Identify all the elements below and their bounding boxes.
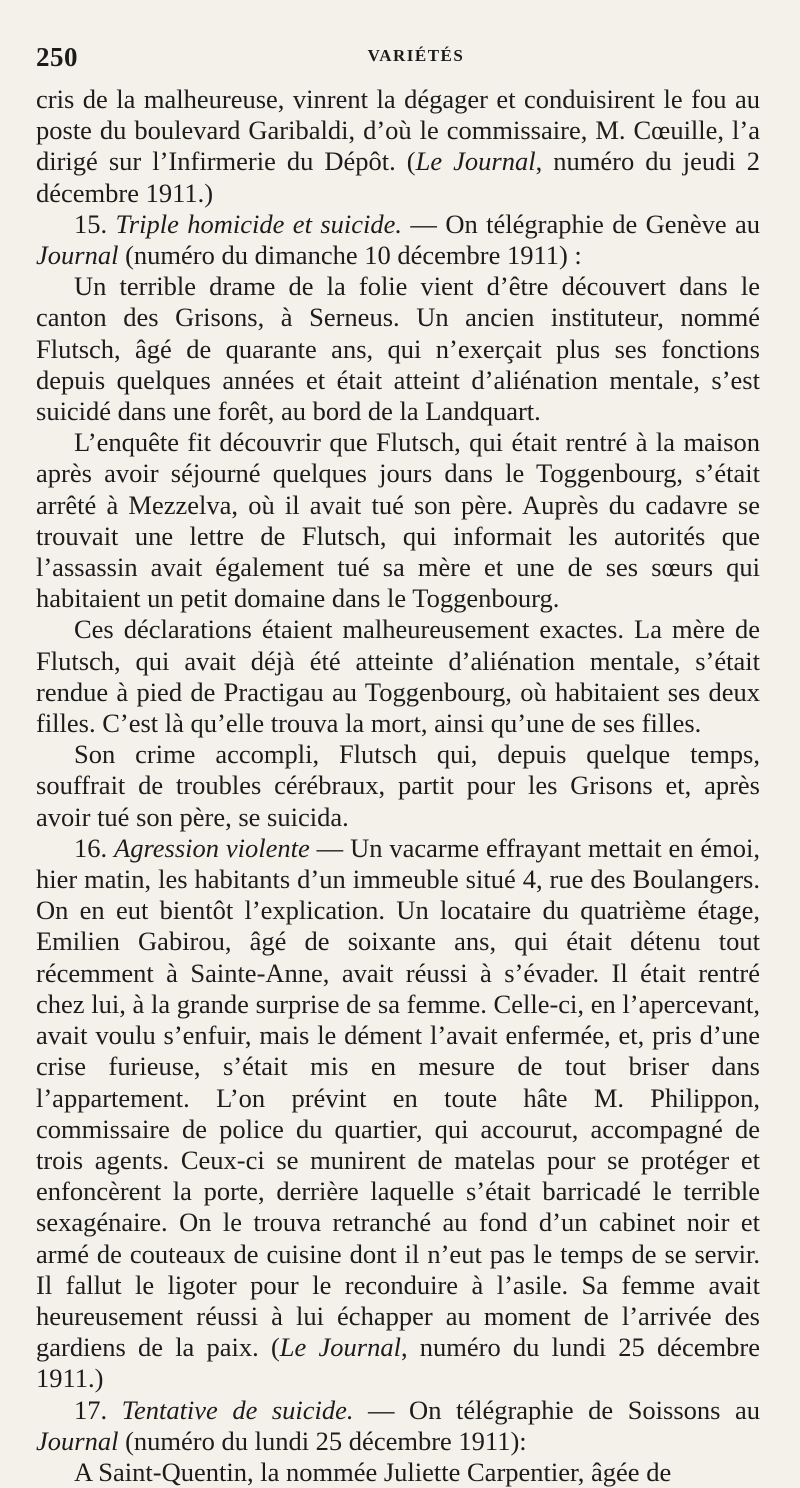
paragraph-p5 xyxy=(36,614,760,739)
italic-text: Le Journal xyxy=(415,146,536,177)
running-head: VARIÉTÉS xyxy=(367,46,465,65)
body-text xyxy=(36,84,760,1488)
italic-text: Triple homicide et suicide. xyxy=(115,208,403,239)
text-segment: cris de la malheureuse, vinrent la dégager et conduisirent le fou au poste du boulevard Garibaldi, d’où le commissaire, M. Cœuille, l’a dirigé sur l’Infirmerie du Dépôt. ( xyxy=(36,84,760,177)
paragraph-p6 xyxy=(36,739,760,833)
text-segment: (numéro du dimanche 10 décembre 1911) : xyxy=(118,240,582,271)
text-segment: Ces déclarations étaient malheureusement exactes. La mère de Flutsch, qui avait déjà été atteinte d’aliénation mentale, s’était rendue à pied de Practigau au Toggenbourg, où habitaient ses deux filles. C’est là qu’elle trouva la mort, ainsi qu’une de ses filles. xyxy=(36,614,760,739)
text-segment: Son crime accompli, Flutsch qui, depuis quelque temps, souffrait de troubles cérébraux, partit pour les Grisons et, après avoir tué son père, se suicida. xyxy=(36,739,760,832)
page-number: 250 xyxy=(36,42,78,72)
text-segment: — On télégraphie de Soissons au xyxy=(353,1394,760,1425)
italic-text: Le Journal xyxy=(279,1332,401,1363)
text-segment: L’enquête fit découvrir que Flutsch, qui était rentré à la maison après avoir séjourné quelques jours dans le Toggenbourg, s’était arrêté à Mezzelva, où il avait tué son père. Auprès du cadavre se trouvait une lettre de Flutsch, qui informait les autorités que l’assassin avait également tué sa mère et une de ses sœurs qui habitaient un petit domaine dans le Toggenbourg. xyxy=(36,427,760,614)
page-header xyxy=(36,34,760,78)
italic-text: Agression violente xyxy=(114,832,310,863)
paragraph-p8 xyxy=(36,1395,760,1457)
italic-text: Journal xyxy=(36,1425,119,1456)
paragraph-p7 xyxy=(36,833,760,1395)
italic-text: Tentative de suicide. xyxy=(121,1394,354,1425)
text-segment: 17. xyxy=(74,1394,122,1425)
paragraph-p9 xyxy=(36,1457,760,1488)
text-segment: — Un vacarme effrayant mettait en émoi, hier matin, les habitants d’un immeuble situé 4, rue des Boulangers. On en eut bientôt l’explication. Un locataire du quatrième étage, Emilien Gabirou, âgé de soixante ans, qui était détenu tout récemment à Sainte-Anne, avait réussi à s’évader. Il était rentré chez lui, à la grande surprise de sa femme. Celle-ci, en l’apercevant, avait voulu s’enfuir, mais le dément l’avait enfermée, et, pris d’une crise furieuse, s’était mis en mesure de tout briser dans l’appartement. L’on prévint en toute hâte M. Philippon, commissaire de police du quartier, qui accourut, accompagné de trois agents. Ceux-ci se munirent de matelas pour se protéger et enfoncèrent la porte, derrière laquelle s’était barricadé le terrible sexagénaire. On le trouva retranché au fond d’un cabinet noir et armé de couteaux de cuisine dont il n’eut pas le temps de se servir. Il fallut le ligoter pour le reconduire à l’asile. Sa femme avait heureusement réussi à lui échapper au moment de l’arrivée des gardiens de la paix. ( xyxy=(36,832,760,1363)
text-segment: , numéro du lundi 25 décembre 1911.) xyxy=(36,1332,760,1394)
text-segment: 15. xyxy=(74,208,116,239)
paragraph-p1 xyxy=(36,84,760,209)
text-segment: — On télégraphie de Genève au xyxy=(402,208,761,239)
text-segment: , numéro du jeudi 2 décembre 1911.) xyxy=(36,146,761,208)
text-segment: 16. xyxy=(74,832,115,863)
italic-text: Journal xyxy=(36,240,119,271)
text-segment: A Saint-Quentin, la nommée Juliette Carpentier, âgée de xyxy=(74,1456,672,1487)
paragraph-p3 xyxy=(36,271,760,427)
paragraph-p2 xyxy=(36,209,760,271)
paragraph-p4 xyxy=(36,427,760,614)
text-segment: (numéro du lundi 25 décembre 1911): xyxy=(118,1425,527,1456)
text-segment: Un terrible drame de la folie vient d’être découvert dans le canton des Grisons, à Serneus. Un ancien instituteur, nommé Flutsch, âgé de quarante ans, qui n’exerçait plus ses fonctions depuis quelques années et était atteint d’aliénation mentale, s’est suicidé dans une forêt, au bord de la Landquart. xyxy=(36,271,760,427)
